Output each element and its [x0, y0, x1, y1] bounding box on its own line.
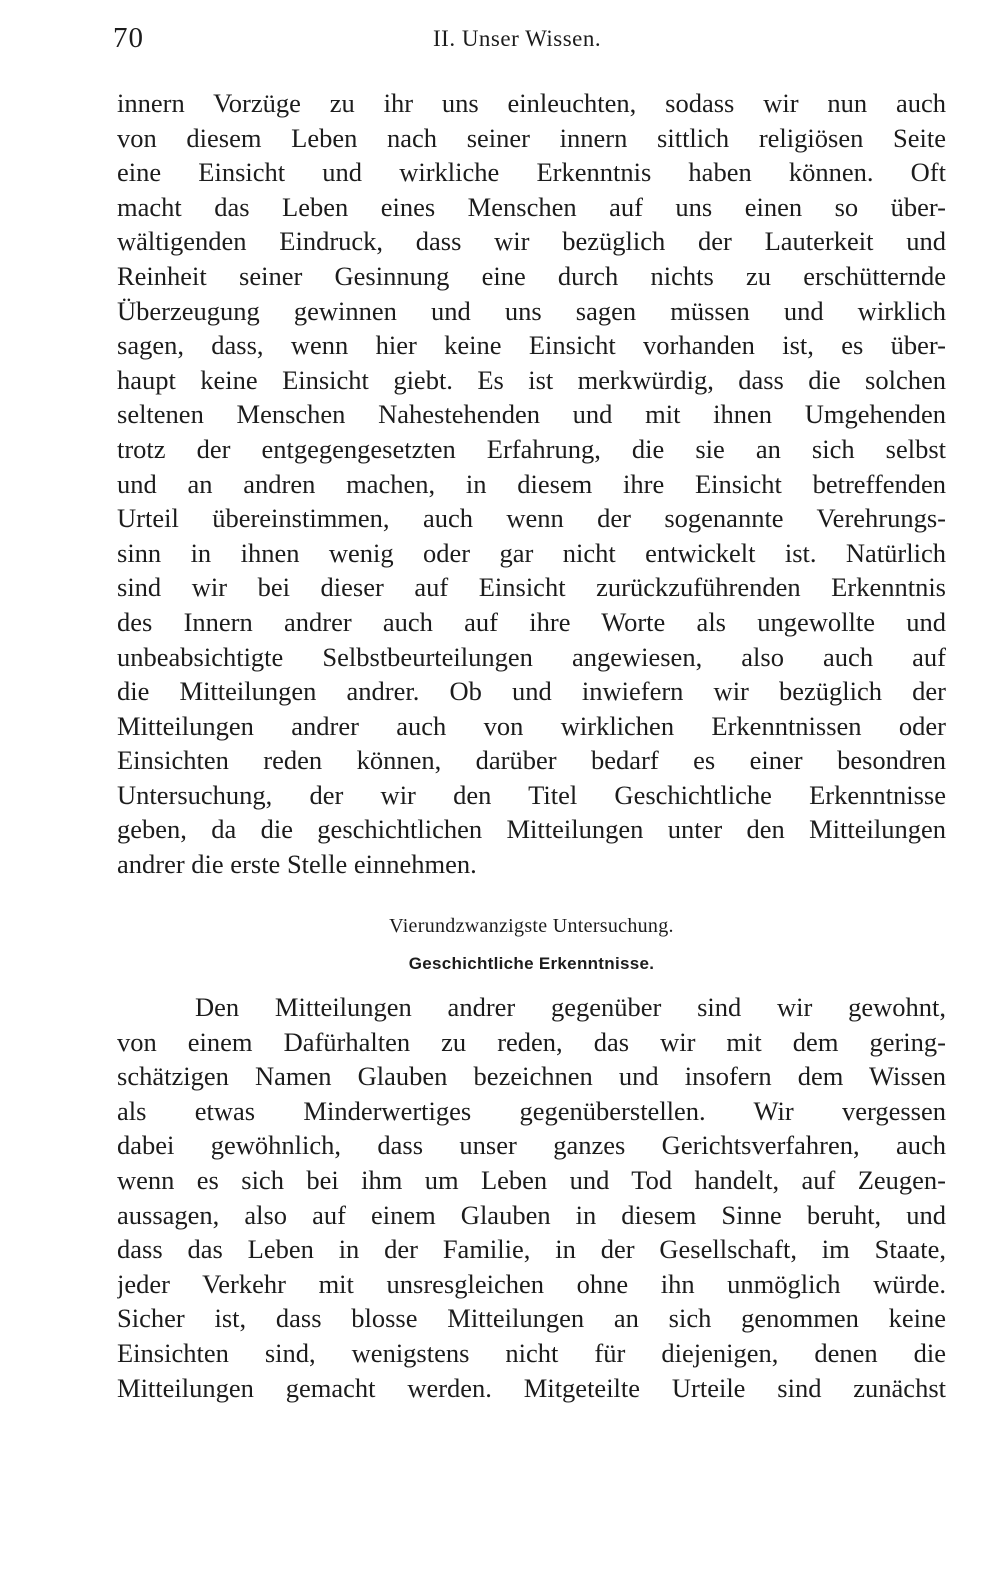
text-line: Einsichten reden können, darüber bedarf es einer besondren: [117, 745, 946, 776]
text-line: Untersuchung, der wir den Titel Geschichtliche Erkenntnisse: [117, 779, 946, 810]
text-line: Den Mitteilungen andrer gegenüber sind wir gewohnt,: [195, 992, 946, 1022]
text-line: Sicher ist, dass blosse Mitteilungen an sich genommen keine: [117, 1303, 946, 1334]
text-line: dabei gewöhnlich, dass unser ganzes Gerichtsverfahren, auch: [117, 1130, 946, 1161]
text-line: schätzigen Namen Glauben bezeichnen und insofern dem Wissen: [117, 1061, 946, 1092]
text-line: unbeabsichtigte Selbstbeurteilungen angewiesen, also auch auf: [117, 641, 946, 672]
text-line: sagen, dass, wenn hier keine Einsicht vorhanden ist, es über-: [117, 330, 946, 361]
text-line: dass das Leben in der Familie, in der Gesellschaft, im Staate,: [117, 1234, 946, 1265]
section-title: Vierundzwanzigste Untersuchung.: [389, 915, 674, 937]
text-line: Mitteilungen andrer auch von wirklichen Erkenntnissen oder: [117, 710, 946, 741]
text-line: die Mitteilungen andrer. Ob und inwiefern wir bezüglich der: [117, 676, 946, 707]
text-line: Einsichten sind, wenigstens nicht für diejenigen, denen die: [117, 1337, 946, 1368]
text-line: wenn es sich bei ihm um Leben und Tod handelt, auf Zeugen-: [117, 1164, 946, 1195]
text-line: Mitteilungen gemacht werden. Mitgeteilte Urteile sind zunächst: [117, 1372, 946, 1403]
text-line: Reinheit seiner Gesinnung eine durch nichts zu erschütternde: [117, 260, 946, 291]
text-line: innern Vorzüge zu ihr uns einleuchten, sodass wir nun auch: [117, 88, 946, 118]
text-line: aussagen, also auf einem Glauben in diesem Sinne beruht, und: [117, 1199, 946, 1230]
page-header: [113, 22, 945, 62]
text-line: wältigenden Eindruck, dass wir bezüglich der Lauterkeit und: [117, 226, 946, 257]
text-line: andrer die erste Stelle einnehmen.: [117, 849, 477, 880]
section-subtitle: Geschichtliche Erkenntnisse.: [408, 954, 655, 973]
text-line: eine Einsicht und wirkliche Erkenntnis haben können. Oft: [117, 157, 946, 188]
text-line: sinn in ihnen wenig oder gar nicht entwickelt ist. Natürlich: [117, 537, 946, 568]
page-number: 70: [113, 22, 144, 54]
text-line: als etwas Minderwertiges gegenüberstellen. Wir vergessen: [117, 1095, 946, 1126]
text-line: von einem Dafürhalten zu reden, das wir mit dem gering-: [117, 1026, 946, 1057]
text-line: seltenen Menschen Nahestehenden und mit ihnen Umgehenden: [117, 399, 946, 430]
text-line: haupt keine Einsicht giebt. Es ist merkwürdig, dass die solchen: [117, 364, 946, 395]
text-line: Überzeugung gewinnen und uns sagen müssen und wirklich: [117, 295, 946, 326]
text-line: Urteil übereinstimmen, auch wenn der sogenannte Verehrungs-: [117, 503, 946, 534]
paragraph-1: [117, 86, 946, 882]
text-line: trotz der entgegengesetzten Erfahrung, die sie an sich selbst: [117, 433, 946, 464]
text-line: sind wir bei dieser auf Einsicht zurückzuführenden Erkenntnis: [117, 572, 946, 603]
paragraph-2: [117, 990, 946, 1405]
running-head: II. Unser Wissen.: [433, 26, 602, 51]
text-line: jeder Verkehr mit unsresgleichen ohne ihn unmöglich würde.: [117, 1268, 946, 1299]
text-line: geben, da die geschichtlichen Mitteilungen unter den Mitteilungen: [117, 814, 946, 845]
text-line: und an andren machen, in diesem ihre Einsicht betreffenden: [117, 468, 946, 499]
text-line: macht das Leben eines Menschen auf uns einen so über-: [117, 191, 946, 222]
text-line: des Innern andrer auch auf ihre Worte als ungewollte und: [117, 606, 946, 637]
text-line: von diesem Leben nach seiner innern sittlich religiösen Seite: [117, 122, 946, 153]
